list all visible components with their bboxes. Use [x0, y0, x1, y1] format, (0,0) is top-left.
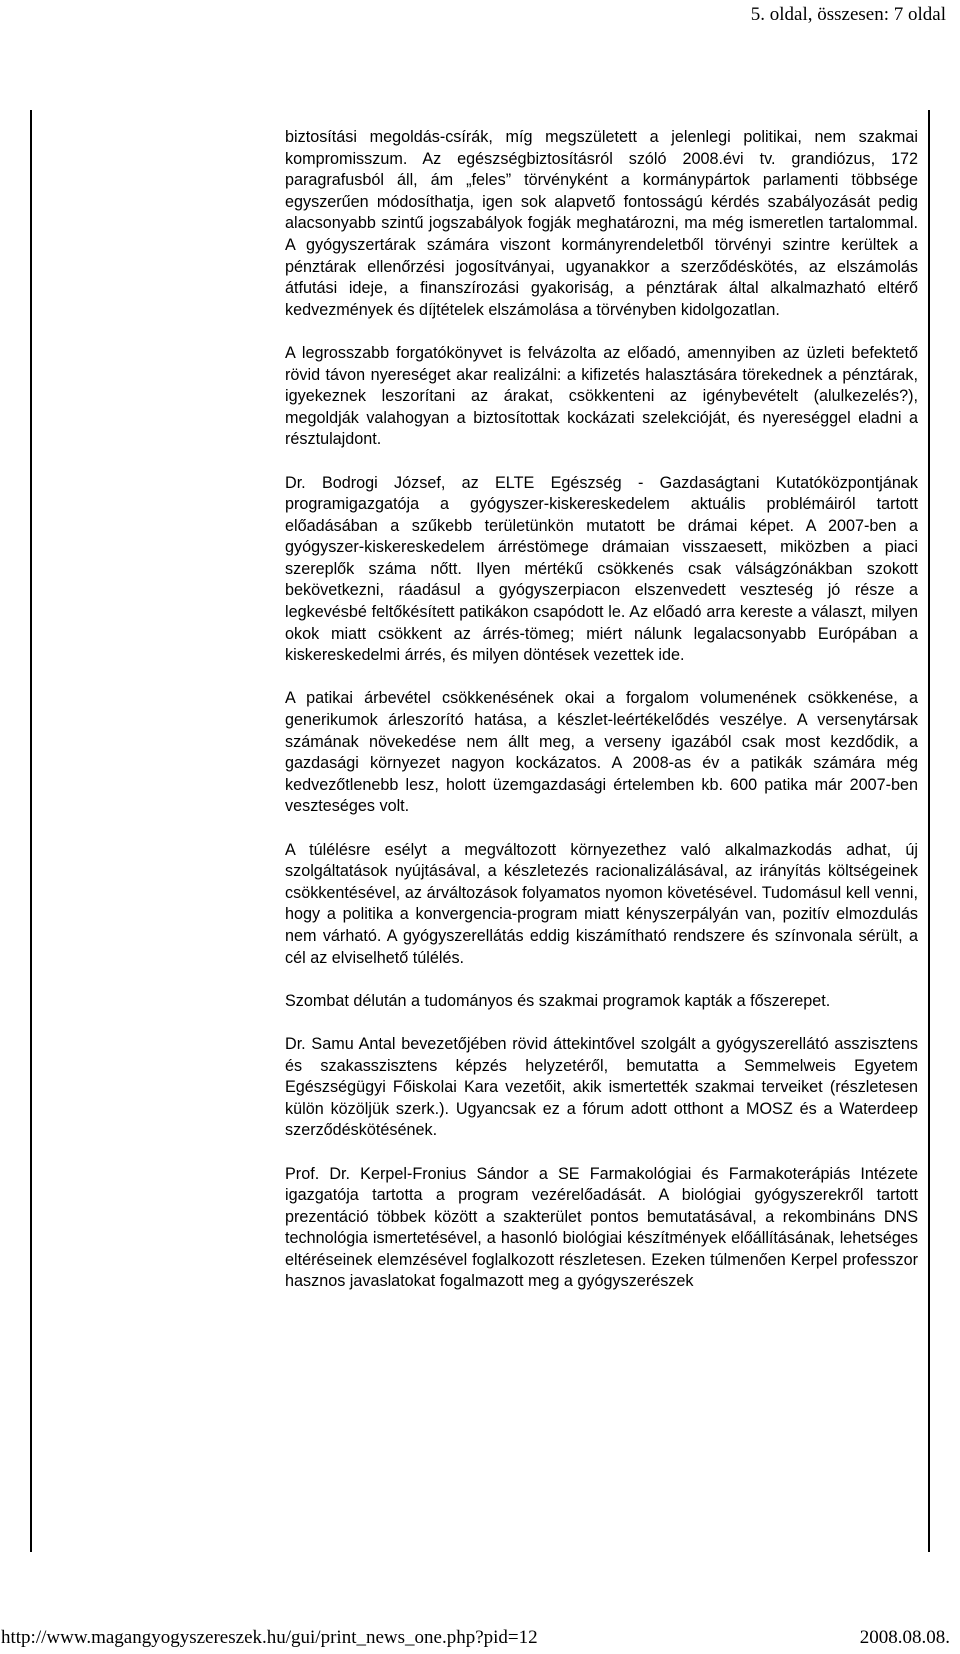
print-date: 2008.08.08. [859, 1627, 950, 1648]
paragraph-kerpel-fronius: Prof. Dr. Kerpel-Fronius Sándor a SE Farmakológiai és Farmakoterápiás Intézete igazgatója tartotta a program vezérelőadását. A biológiai gyógyszerekről tartott prezentáció többek között a szakterület pontos bemutatásával, a rekombináns DNS technológia ismertetésével, a hasonló biológiai készítmények előállításának, lehetséges eltéréseinek elemzésével foglalkozott részletesen. Ezeken túlmenően Kerpel professzor hasznos javaslatokat fogalmazott meg a gyógyszerészek [285, 1164, 918, 1291]
paragraph-survival: A túlélésre esélyt a megváltozott környezethez való alkalmazkodás adhat, új szolgáltatások nyújtásával, a készletezés racionalizálásával, az irányítás költségeinek csökkentésével, az árváltozások folyamatos nyomon követésével. Tudomásul kell venni, hogy a politika a konvergencia-program miatt kényszerpályán van, pozitív elmozdulás nem várható. A gyógyszerellátás eddig kiszámítható rendszere és színvonala sérült, a cél az elviselhető túlélés. [285, 840, 918, 967]
paragraph-bodrogi: Dr. Bodrogi József, az ELTE Egészség - Gazdaságtani Kutatóközpontjának programigazgatója a gyógyszer-kiskereskedelem aktuális problémáiról tartott előadásában a szűkebb területünkön mutatott be drámai képet. A 2007-ben a gyógyszer-kiskereskedelem árréstömege drámaian visszaesett, miközben a piaci szereplők száma nőtt. Ilyen mértékű csökkenés csak válságzónákban szokott bekövetkezni, ráadásul a gyógyszerpiacon elszenvedett veszteség jó része a legkevésbé feltőkésített patikákon csapódott le. Az előadó arra kereste a választ, milyen okok miatt csökkent az árrés-tömeg; miért nálunk legalacsonyabb Európában a kiskereskedelmi árrés, és milyen döntések vezettek ide. [285, 473, 918, 665]
page-number-header: 5. oldal, összesen: 7 oldal [750, 4, 946, 25]
article-body [285, 127, 918, 1315]
left-margin-rule [30, 110, 32, 1552]
paragraph-samu-antal: Dr. Samu Antal bevezetőjében rövid áttekintővel szolgált a gyógyszerellátó asszisztens és szakasszisztens képzés helyzetéről, bemutatta a Semmelweis Egyetem Egészségügyi Főiskolai Kara vezetőit, akik ismertették szakmai terveiket (részletesen külön közöljük szerk.). Ugyancsak ez a fórum adott otthont a MOSZ és a Waterdeep szerződéskötésének. [285, 1034, 918, 1140]
paragraph-saturday: Szombat délután a tudományos és szakmai programok kapták a főszerepet. [285, 991, 831, 1010]
paragraph-insurance-law: biztosítási megoldás-csírák, míg megszületett a jelenlegi politikai, nem szakmai kompromisszum. Az egészségbiztosításról szóló 2008.évi tv. grandiózus, 172 paragrafusból áll, ám „feles” törvényként a kormánypártok parlamenti többsége egyszerűen módosíthatja, igen sok alapvető fontosságú kérdés szabályozását pedig alacsonyabb szintű jogszabályok fogják meghatározni, ma még ismeretlen tartalommal. A gyógyszertárak számára viszont kormányrendeletből törvényi szintre kerültek a pénztárak ellenőrzési jogosítványai, ugyanakkor a szerződéskötés, az elszámolás átfutási ideje, a finanszírozási gyakoriság, a pénztárak által alkalmazható eltérő kedvezmények és díjtételek elszámolása a törvényben kidolgozatlan. [285, 128, 918, 319]
right-margin-rule [928, 110, 930, 1552]
print-footer [0, 1627, 960, 1651]
paragraph-revenue-decline: A patikai árbevétel csökkenésének okai a forgalom volumenének csökkenése, a generikumok árleszorító hatása, a készlet-leértékelődés veszélye. A versenytársak számának növekedése nem állt meg, a verseny igazából csak most kezdődik, a gazdasági környezet nagyon kockázatos. A 2008-as év a patikák számára még kedvezőtlenebb lesz, holott üzemgazdasági értelemben kb. 600 patika már 2007-ben veszteséges volt. [285, 689, 918, 816]
source-url: http://www.magangyogyszereszek.hu/gui/print_news_one.php?pid=12 [1, 1627, 538, 1648]
paragraph-worst-scenario: A legrosszabb forgatókönyvet is felvázolta az előadó, amennyiben az üzleti befektető rövid távon nyereséget akar realizálni: a kifizetés halasztására törekednek a pénztárak, igyekeznek leszorítani az árakat, csökkenteni az igénybevételt (alulkezelés?), megoldják valahogyan a biztosítottak kockázati szelekcióját, és nyereséggel eladni a résztulajdont. [285, 343, 918, 449]
